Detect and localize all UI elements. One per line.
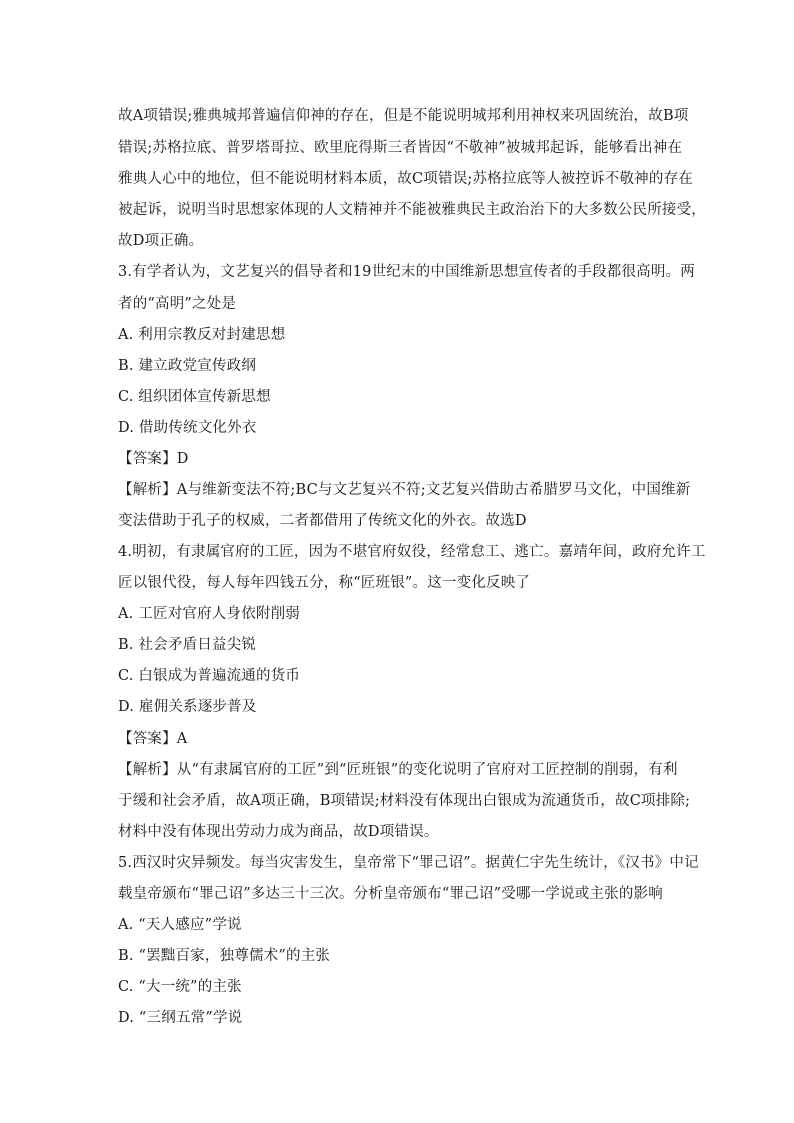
question-4-analysis: 材料中没有体现出劳动力成为商品，故D项错误。	[118, 824, 439, 840]
question-4-answer: 【答案】A	[118, 731, 188, 747]
question-3-analysis: 变法借助于孔子的权威，二者都借用了传统文化的外衣。故选D	[118, 513, 527, 529]
question-4-option-c: C. 白银成为普遍流通的货币	[118, 668, 301, 684]
text-line: 故A项错误;雅典城邦普遍信仰神的存在，但是不能说明城邦利用神权来巩固统治，故B项	[118, 108, 689, 124]
text-line: 错误;苏格拉底、普罗塔哥拉、欧里庇得斯三者皆因“不敬神”被城邦起诉，能够看出神在	[118, 140, 683, 156]
question-3-stem: 者的“高明”之处是	[118, 296, 237, 312]
question-4-option-b: B. 社会矛盾日益尖锐	[118, 637, 257, 653]
question-3-option-a: A. 利用宗教反对封建思想	[118, 327, 286, 343]
text-line: 雅典人心中的地位，但不能说明材料本质，故C项错误;苏格拉底等人被控诉不敬神的存在	[118, 171, 693, 187]
question-4-stem: 4.明初，有隶属官府的工匠，因为不堪官府奴役，经常怠工、逃亡。嘉靖年间，政府允许工	[118, 544, 706, 560]
question-3-option-b: B. 建立政党宣传政纲	[118, 358, 257, 374]
question-4-stem: 匠以银代役，每人每年四钱五分，称“匠班银”。这一变化反映了	[118, 575, 531, 591]
question-5-option-c: C. “大一统”的主张	[118, 979, 242, 995]
text-line: 故D项正确。	[118, 233, 204, 249]
question-3-option-c: C. 组织团体宣传新思想	[118, 389, 271, 405]
question-5-option-b: B. “罢黜百家，独尊儒术”的主张	[118, 948, 331, 964]
text-line: 被起诉，说明当时思想家体现的人文精神并不能被雅典民主政治治下的大多数公民所接受，	[118, 202, 706, 218]
question-4-option-a: A. 工匠对官府人身依附削弱	[118, 606, 300, 622]
question-3-option-d: D. 借助传统文化外衣	[118, 420, 257, 436]
question-5-stem: 载皇帝颁布“罪己诏”多达三十三次。分析皇帝颁布“罪己诏”受哪一学说或主张的影响	[118, 886, 663, 902]
question-5-option-a: A. “天人感应”学说	[118, 917, 242, 933]
question-5-option-d: D. “三纲五常”学说	[118, 1010, 243, 1026]
question-5-stem: 5.西汉时灾异频发。每当灾害发生，皇帝常下“罪己诏”。据黄仁宇先生统计，《汉书》中记	[118, 855, 699, 871]
question-3-analysis: 【解析】A与维新变法不符;BC与文艺复兴不符;文艺复兴借助古希腊罗马文化，中国维新	[118, 482, 691, 498]
question-3-stem: 3.有学者认为，文艺复兴的倡导者和19世纪末的中国维新思想宣传者的手段都很高明。两	[118, 264, 695, 280]
question-4-analysis: 【解析】从“有隶属官府的工匠”到“匠班银”的变化说明了官府对工匠控制的削弱，有利	[118, 762, 678, 778]
question-3-answer: 【答案】D	[118, 451, 189, 467]
question-4-option-d: D. 雇佣关系逐步普及	[118, 699, 257, 715]
question-4-analysis: 于缓和社会矛盾，故A项正确，B项错误;材料没有体现出白银成为流通货币，故C项排除;	[118, 793, 691, 809]
